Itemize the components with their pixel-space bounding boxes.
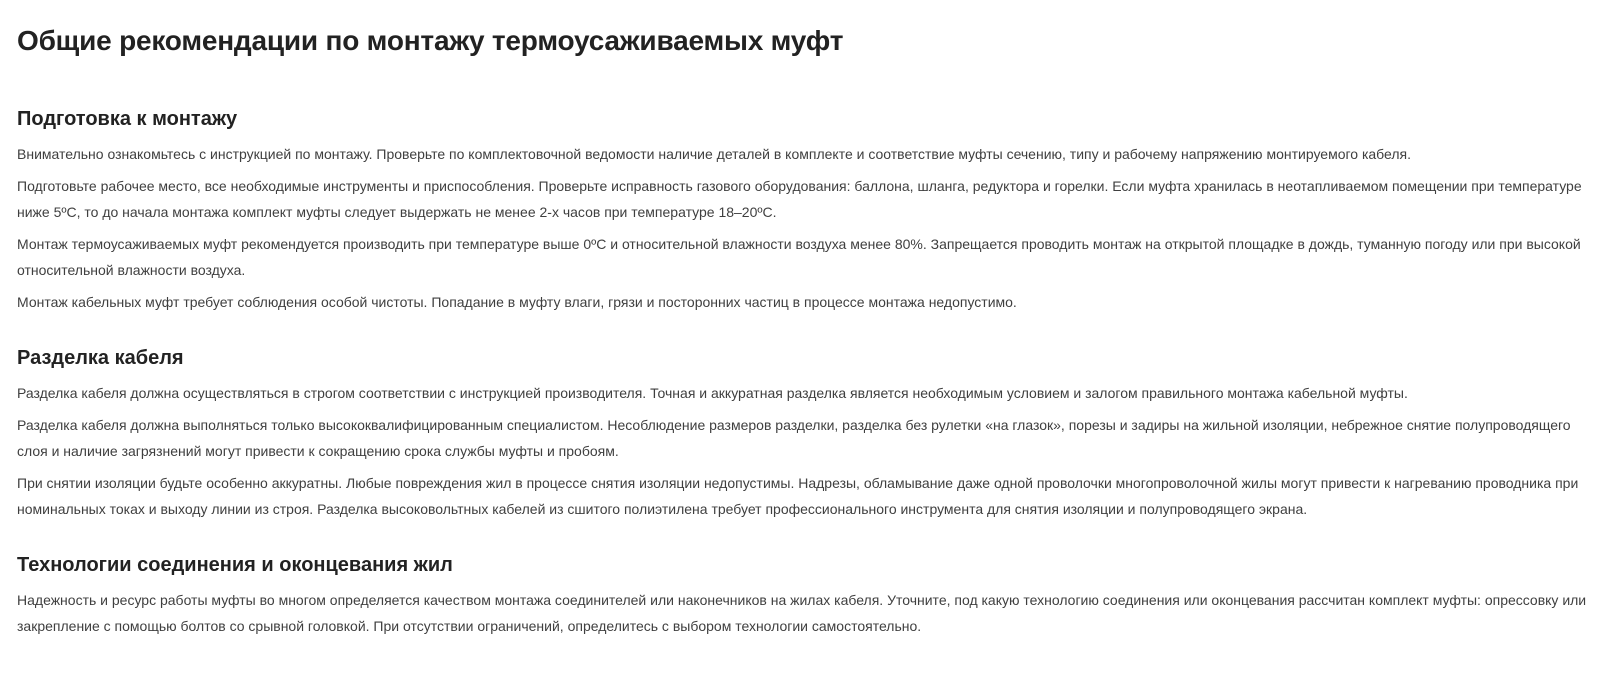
section-heading: Разделка кабеля bbox=[17, 347, 184, 369]
paragraph: При снятии изоляции будьте особенно аккуратны. Любые повреждения жил в процессе снятия изоляции недопустимы. Надрезы, обламывание даже одной проволочки многопроволочной жилы могут привести к нагреванию проводника при номинальных токах и выходу линии из строя. Разделка высоковольтных кабелей из сшитого полиэтилена требует профессионального инструмента для снятия изоляции и полупроводящего экрана. bbox=[17, 475, 1579, 517]
paragraph: Монтаж кабельных муфт требует соблюдения особой чистоты. Попадание в муфту влаги, грязи и посторонних частиц в процессе монтажа недопустимо. bbox=[17, 294, 1017, 310]
paragraph: Надежность и ресурс работы муфты во многом определяется качеством монтажа соединителей или наконечников на жилах кабеля. Уточните, под какую технологию соединения или оконцевания рассчитан комплект муфты: опрессовку или закрепление с помощью болтов со срывной головкой. При отсутствии ограничений, определитесь с выбором технологии самостоятельно. bbox=[17, 592, 1587, 634]
section-cable-stripping bbox=[17, 344, 1597, 522]
paragraph: Внимательно ознакомьтесь с инструкцией по монтажу. Проверьте по комплектовочной ведомости наличие деталей в комплекте и соответствие муфты сечению, типу и рабочему напряжению монтируемого кабеля. bbox=[17, 146, 1411, 162]
paragraph: Разделка кабеля должна осуществляться в строгом соответствии с инструкцией производителя. Точная и аккуратная разделка является необходимым условием и залогом правильного монтажа кабельной муфты. bbox=[17, 385, 1408, 401]
section-connection-technologies bbox=[17, 551, 1597, 639]
paragraph: Разделка кабеля должна выполняться только высококвалифицированным специалистом. Несоблюдение размеров разделки, разделка без рулетки «на глазок», порезы и задиры на жильной изоляции, небрежное снятие полупроводящего слоя и наличие загрязнений могут привести к сокращению срока службы муфты и пробоям. bbox=[17, 417, 1571, 459]
page-title: Общие рекомендации по монтажу термоусаживаемых муфт bbox=[17, 25, 844, 56]
paragraph: Подготовьте рабочее место, все необходимые инструменты и приспособления. Проверьте исправность газового оборудования: баллона, шланга, редуктора и горелки. Если муфта хранилась в неотапливаемом помещении при температуре ниже 5ºС, то до начала монтажа комплект муфты следует выдержать не менее 2-х часов при температуре 18–20ºС. bbox=[17, 178, 1582, 220]
paragraph: Монтаж термоусаживаемых муфт рекомендуется производить при температуре выше 0ºС и относительной влажности воздуха менее 80%. Запрещается проводить монтаж на открытой площадке в дождь, туманную погоду или при высокой относительной влажности воздуха. bbox=[17, 236, 1581, 278]
section-heading: Технологии соединения и оконцевания жил bbox=[17, 554, 453, 576]
section-heading: Подготовка к монтажу bbox=[17, 108, 238, 130]
section-preparation bbox=[17, 105, 1597, 315]
